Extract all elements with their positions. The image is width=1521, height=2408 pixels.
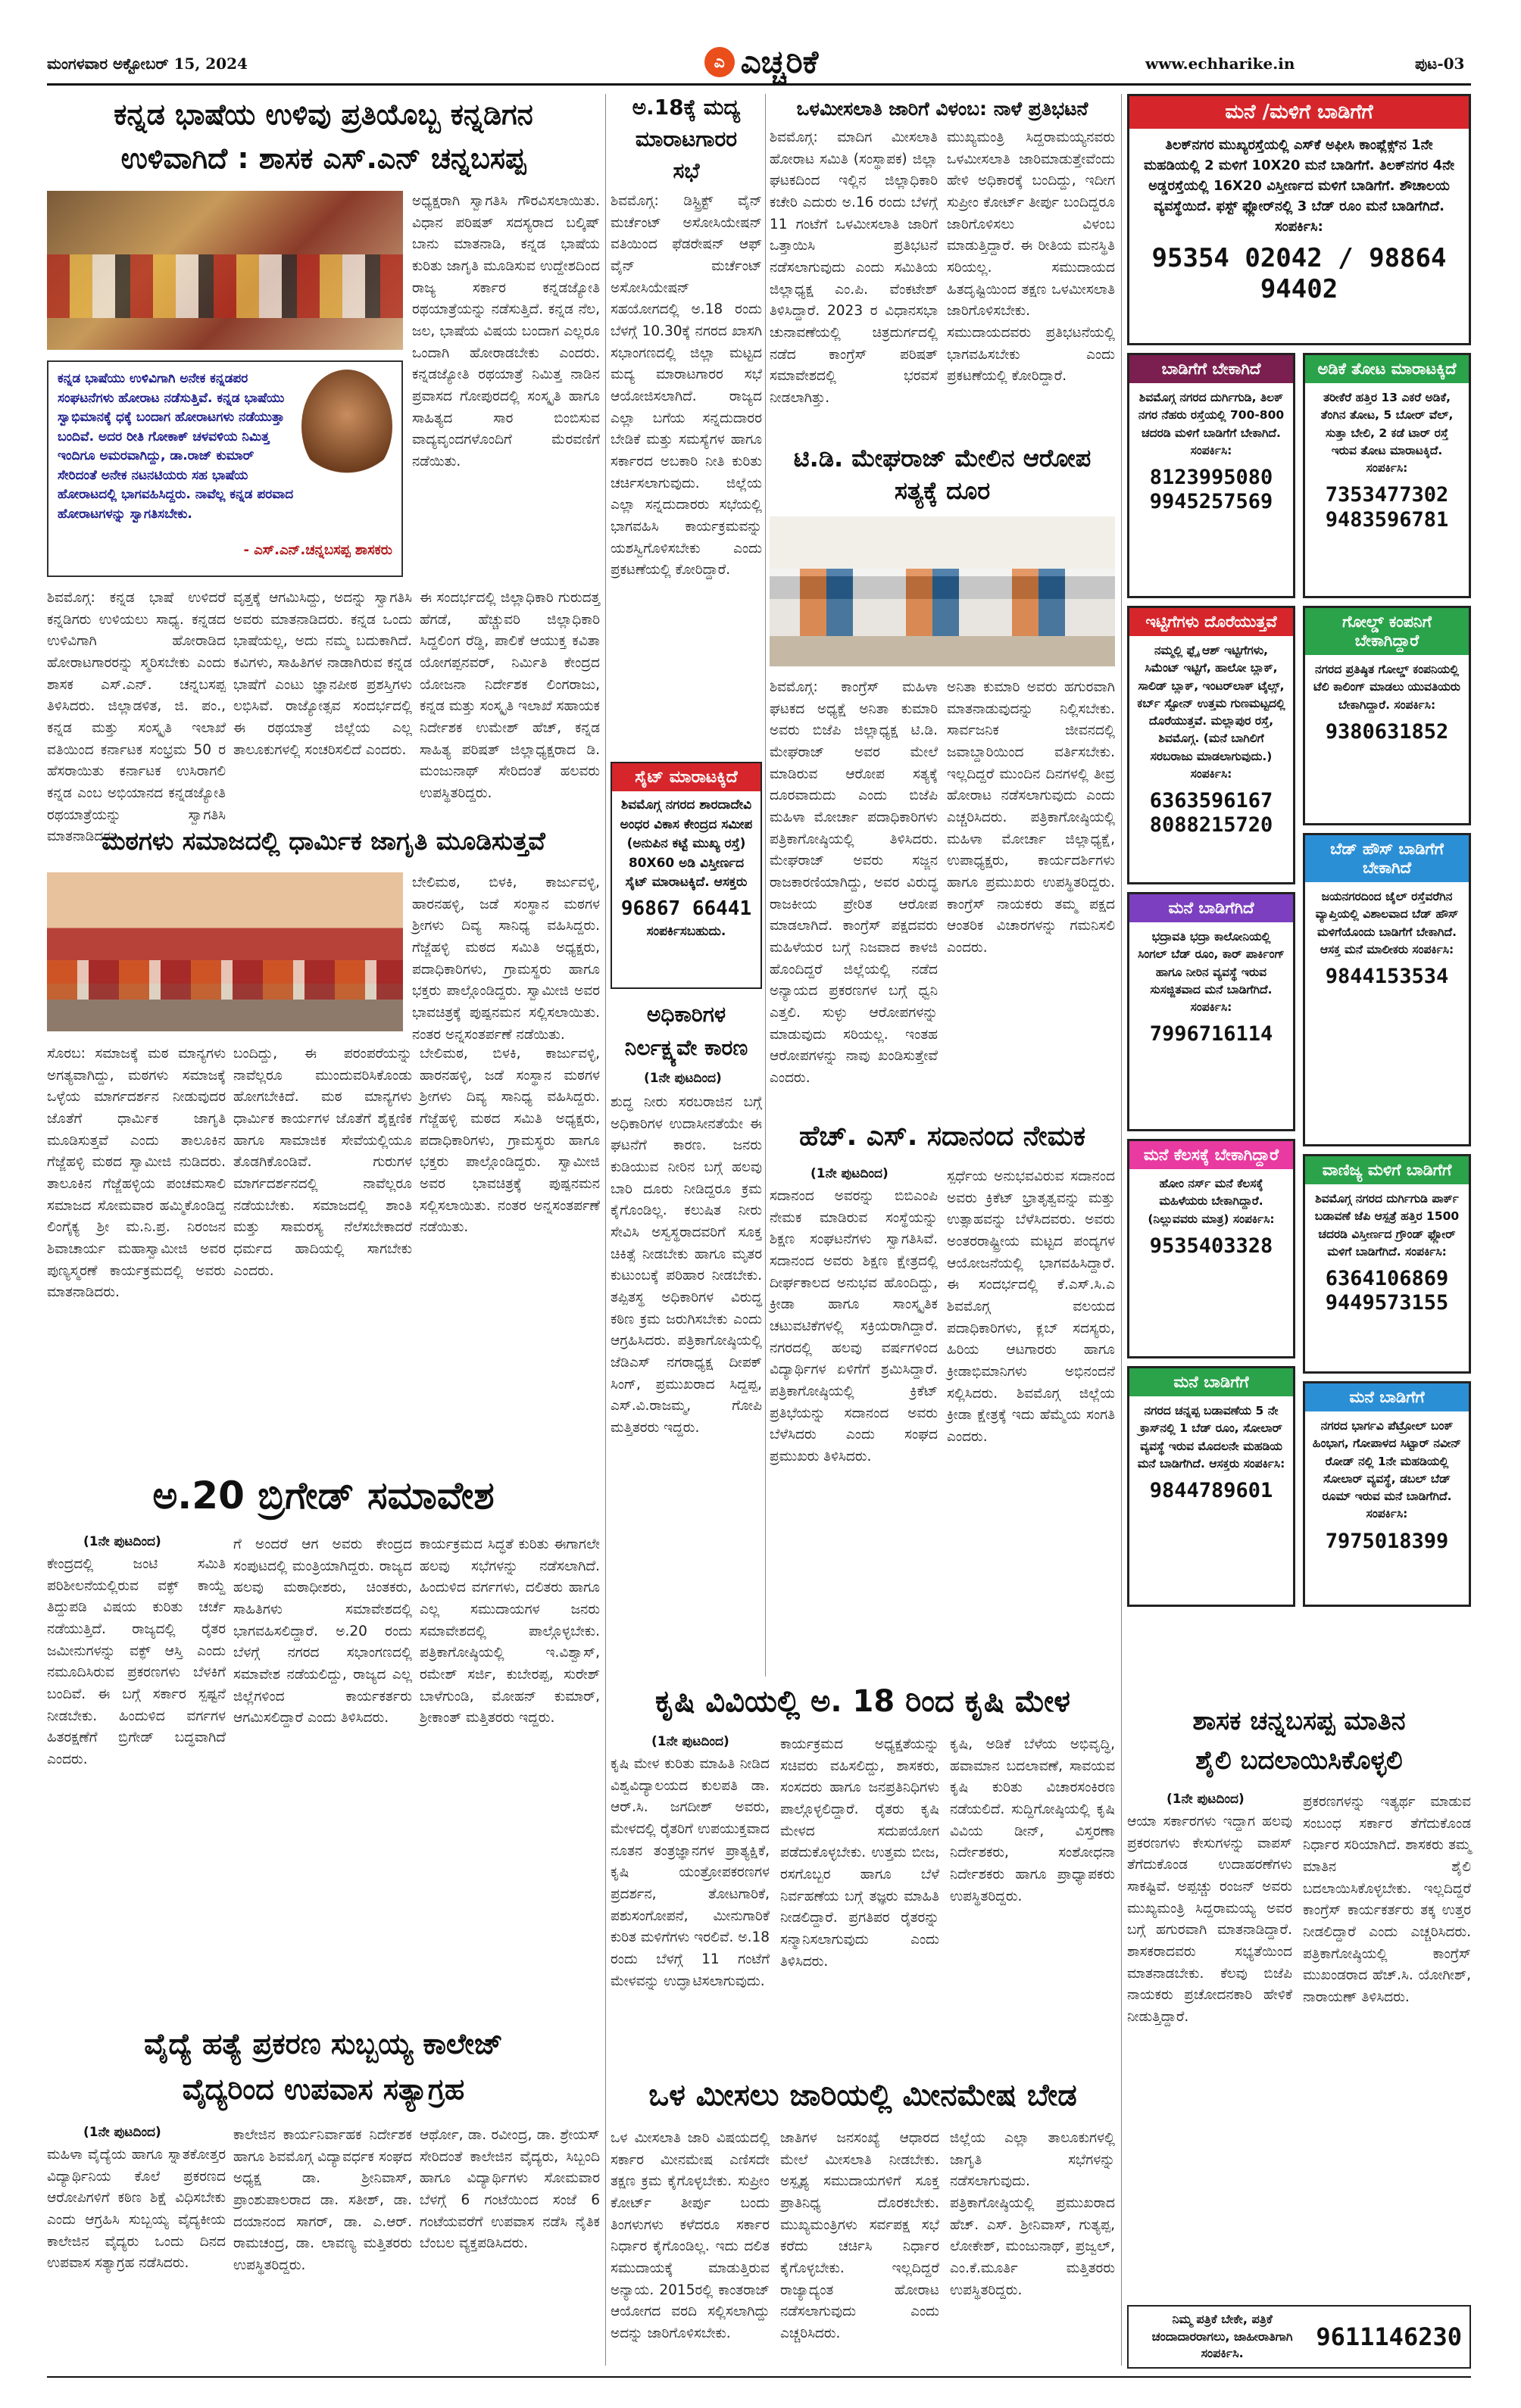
classified-ad-body: ಶಿವಮೊಗ್ಗ ನಗರದ ದುರ್ಗಿಗುಡಿ ಪಾರ್ಕ್ ಬಡಾವಣೆ ಜೆಪಿ ಆಸ್ಪತ್ರೆ ಹತ್ತಿರ 1500 ಚದರಡಿ ವಿಸ್ತೀರ್ಣದ ಗ್ರೌಂಡ್ ಫ್ಲೋರ್ ಮಳಿಗೆ ಬಾಡಿಗೆಗಿದೆ. ಸಂಪರ್ಕಿಸಿ:: [1314, 1192, 1460, 1259]
lead-col-c: ಈ ಸಂದರ್ಭದಲ್ಲಿ ಜಿಲ್ಲಾಧಿಕಾರಿ ಗುರುದತ್ತ ಹೆಗಡೆ, ಹೆಚ್ಚುವರಿ ಜಿಲ್ಲಾಧಿಕಾರಿ ಸಿದ್ದಲಿಂಗ ರೆಡ್ಡಿ, ಪಾಲಿಕೆ ಆಯುಕ್ತ ಕವಿತಾ ಯೋಗಪ್ಪನವರ್, ನಿರ್ಮಿತಿ ಕೇಂದ್ರದ ಯೋಜನಾ ನಿರ್ದೇಶಕ ಲಿಂಗರಾಜು, ಕನ್ನಡ ಮತ್ತು ಸಂಸ್ಕೃತಿ ಇಲಾಖೆ ಸಹಾಯಕ ನಿರ್ದೇಶಕ ಉಮೇಶ್ ಹೆಚ್, ಕನ್ನಡ ಸಾಹಿತ್ಯ ಪರಿಷತ್ ಜಿಲ್ಲಾಧ್ಯಕ್ಷರಾದ ಡಿ. ಮಂಜುನಾಥ್ ಸೇರಿದಂತೆ ಹಲವರು ಉಪಸ್ಥಿತರಿದ್ದರು.: [420, 590, 600, 802]
krishi-dateline: (1ನೇ ಪುಟದಿಂದ): [651, 1734, 729, 1749]
classified-ad-head: ಮನೆ ಬಾಡಿಗೆಗೆ: [1129, 1368, 1293, 1396]
sadananda-dateline: (1ನೇ ಪುಟದಿಂದ): [810, 1166, 889, 1181]
classified-ad-phone[interactable]: 9535403328: [1149, 1234, 1273, 1258]
meeting-headline-3: ಸಭೆ: [673, 158, 700, 183]
classified-ad-head: ಮನೆ /ಮಳಿಗೆ ಬಾಡಿಗೆಗೆ: [1129, 96, 1469, 129]
meghraj-col-a: ಶಿವಮೊಗ್ಗ: ಕಾಂಗ್ರೆಸ್ ಮಹಿಳಾ ಘಟಕದ ಅಧ್ಯಕ್ಷೆ ಅನಿತಾ ಕುಮಾರಿ ಅವರು ಬಿಜೆಪಿ ಜಿಲ್ಲಾಧ್ಯಕ್ಷ ಟಿ.ಡಿ. ಮೇಘರಾಜ್ ಅವರ ಮೇಲೆ ಮಾಡಿರುವ ಆರೋಪ ಸತ್ಯಕ್ಕೆ ದೂರವಾದುದು ಎಂದು ಬಿಜೆಪಿ ಮಹಿಳಾ ಮೋರ್ಚಾ ಪದಾಧಿಕಾರಿಗಳು ಪತ್ರಿಕಾಗೋಷ್ಠಿಯಲ್ಲಿ ತಿಳಿಸಿದರು. ಮೇಘರಾಜ್ ಅವರು ಸಜ್ಜನ ರಾಜಕಾರಣಿಯಾಗಿದ್ದು, ಅವರ ವಿರುದ್ಧ ರಾಜಕೀಯ ಪ್ರೇರಿತ ಆರೋಪ ಮಾಡಲಾಗಿದೆ. ಕಾಂಗ್ರೆಸ್ ಪಕ್ಷದವರು ಮಹಿಳೆಯರ ಬಗ್ಗೆ ನಿಜವಾದ ಕಾಳಜಿ ಹೊಂದಿದ್ದರೆ ಜಿಲ್ಲೆಯಲ್ಲಿ ನಡೆದ ಅನ್ಯಾಯದ ಪ್ರಕರಣಗಳ ಬಗ್ಗೆ ಧ್ವನಿ ಎತ್ತಲಿ. ಸುಳ್ಳು ಆರೋಪಗಳನ್ನು ಮಾಡುವುದು ಸರಿಯಲ್ಲ. ಇಂತಹ ಆರೋಪಗಳನ್ನು ನಾವು ಖಂಡಿಸುತ್ತೇವೆ ಎಂದರು.: [770, 679, 938, 1087]
classified-ad: [1127, 1139, 1295, 1358]
classified-ad-phone[interactable]: 9844789601: [1149, 1479, 1273, 1502]
meeting-body: ಶಿವಮೊಗ್ಗ: ಡಿಸ್ಟ್ರಿಕ್ಟ್ ವೈನ್ ಮರ್ಚೆಂಟ್ ಅಸೋಸಿಯೇಷನ್ ವತಿಯಿಂದ ಫೆಡರೇಷನ್ ಆಫ್ ವೈನ್ ಮರ್ಚೆಂಟ್ ಅಸೋಸಿಯೇಷನ್ ಸಹಯೋಗದಲ್ಲಿ ಅ.18 ರಂದು ಬೆಳಗ್ಗೆ 10.30ಕ್ಕೆ ನಗರದ ಖಾಸಗಿ ಸಭಾಂಗಣದಲ್ಲಿ ಜಿಲ್ಲಾ ಮಟ್ಟದ ಮದ್ಯ ಮಾರಾಟಗಾರರ ಸಭೆ ಆಯೋಜಿಸಲಾಗಿದೆ. ರಾಜ್ಯದ ಎಲ್ಲಾ ಬಗೆಯ ಸನ್ನದುದಾರರ ಬೇಡಿಕೆ ಮತ್ತು ಸಮಸ್ಯೆಗಳ ಹಾಗೂ ಸರ್ಕಾರದ ಅಬಕಾರಿ ನೀತಿ ಕುರಿತು ಚರ್ಚಿಸಲಾಗುವುದು. ಜಿಲ್ಲೆಯ ಎಲ್ಲಾ ಸನ್ನದುದಾರರು ಸಭೆಯಲ್ಲಿ ಭಾಗವಹಿಸಿ ಕಾರ್ಯಕ್ರಮವನ್ನು ಯಶಸ್ವಿಗೊಳಿಸಬೇಕು ಎಂದು ಪ್ರಕಟಣೆಯಲ್ಲಿ ಕೋರಿದ್ದಾರೆ.: [611, 193, 762, 579]
classified-ad: [1127, 606, 1295, 884]
classified-ad-phone[interactable]: 9483596781: [1325, 507, 1449, 532]
mutts-col-c: ಬೇಲಿಮಠ, ಬಿಳಕಿ, ಕಾರ್ಜುವಳ್ಳಿ, ಹಾರನಹಳ್ಳಿ, ಜಡೆ ಸಂಸ್ಥಾನ ಮಠಗಳ ಶ್ರೀಗಳು ದಿವ್ಯ ಸಾನಿಧ್ಯ ವಹಿಸಿದ್ದರು. ಗೆಜ್ಜೆಹಳ್ಳಿ ಮಠದ ಸಮಿತಿ ಅಧ್ಯಕ್ಷರು, ಪದಾಧಿಕಾರಿಗಳು, ಗ್ರಾಮಸ್ಥರು ಹಾಗೂ ಭಕ್ತರು ಪಾಲ್ಗೊಂಡಿದ್ದರು. ಸ್ವಾಮೀಜಿ ಅವರ ಭಾವಚಿತ್ರಕ್ಕೆ ಪುಷ್ಪನಮನ ಸಲ್ಲಿಸಲಾಯಿತು. ನಂತರ ಅನ್ನಸಂತರ್ಪಣೆ ನಡೆಯಿತು.: [412, 875, 600, 1043]
classified-ad-body: ಶಿವಮೊಗ್ಗ ನಗರದ ದುರ್ಗಿಗುಡಿ, ತಿಲಕ್ ನಗರ ನೆಹರು ರಸ್ತೆಯಲ್ಲಿ 700-800 ಚದರಡಿ ಮಳಿಗೆ ಬಾಡಿಗೆಗೆ ಬೇಕಾಗಿದೆ. ಸಂಪರ್ಕಿಸಿ:: [1138, 391, 1285, 457]
logo-icon: ಎ: [704, 47, 735, 77]
classified-ad-head: ಬಾಡಿಗೆಗೆ ಬೇಕಾಗಿದೆ: [1129, 355, 1293, 383]
classified-ad-head: ಮನೆ ಬಾಡಿಗೆಗೆ: [1305, 1383, 1469, 1411]
classified-ad-head: ಮನೆ ಬಾಡಿಗೆಗಿದೆ: [1129, 894, 1293, 922]
classified-ad-phone[interactable]: 9449573155: [1325, 1291, 1449, 1315]
quote-attribution: - ಎಸ್.ಎನ್.ಚನ್ನಬಸಪ್ಪ ಶಾಸಕರು: [243, 542, 392, 558]
classified-ad-body: ನಗರದ ಚನ್ನಪ್ಪ ಬಡಾವಣೆಯ 5 ನೇ ಕ್ರಾಸ್‌ನಲ್ಲಿ 1 ಬೆಡ್ ರೂಂ, ಸೋಲಾರ್ ವ್ಯವಸ್ಥೆ ಇರುವ ಮೊದಲನೇ ಮಹಡಿಯ ಮನೆ ಬಾಡಿಗೆಗಿದೆ. ಆಸಕ್ತರು ಸಂಪರ್ಕಿಸಿ:: [1137, 1404, 1285, 1471]
meghraj-photo: [770, 516, 1115, 666]
classified-ad-phone[interactable]: 7353477302: [1325, 483, 1449, 507]
classified-ad-body: ತರೀಕೆರೆ ಹತ್ತಿರ 13 ಎಕರೆ ಅಡಿಕೆ, ತೆಂಗಿನ ತೋಟ, 5 ಬೋರ್ ವೆಲ್, ಸುತ್ತಾ ಬೇಲಿ, 2 ಕಡೆ ಟಾರ್ ರಸ್ತೆ ಇರುವ ತೋಟ ಮಾರಾಟಕ್ಕಿದೆ. ಸಂಪರ್ಕಿಸಿ:: [1320, 391, 1454, 475]
officials-headline-2: ನಿರ್ಲಕ್ಷ್ಯವೇ ಕಾರಣ: [624, 1035, 748, 1060]
subscribe-box: [1127, 2305, 1471, 2369]
brigade-dateline: (1ನೇ ಪುಟದಿಂದ): [83, 1534, 161, 1549]
mla-headline-1: ಶಾಸಕ ಚನ್ನಬಸಪ್ಪ ಮಾತಿನ: [1192, 1706, 1406, 1736]
delay-col-b: ಮುಖ್ಯಮಂತ್ರಿ ಸಿದ್ದರಾಮಯ್ಯನವರು ಒಳಮೀಸಲಾತಿ ಜಾರಿಮಾಡುತ್ತೇವೆಂದು ಹೇಳಿ ಅಧಿಕಾರಕ್ಕೆ ಬಂದಿದ್ದು, ಇದೀಗ ಸುಪ್ರೀಂ ಕೋರ್ಟ್ ತೀರ್ಪು ಬಂದಿದ್ದರೂ ಜಾರಿಗೊಳಿಸಲು ವಿಳಂಬ ಮಾಡುತ್ತಿದ್ದಾರೆ. ಈ ರೀತಿಯ ಮನಸ್ಥಿತಿ ಸರಿಯಲ್ಲ. ಸಮುದಾಯದ ಹಿತದೃಷ್ಟಿಯಿಂದ ತಕ್ಷಣ ಒಳಮೀಸಲಾತಿ ಜಾರಿಗೊಳಿಸಬೇಕು. ಸಮುದಾಯದವರು ಪ್ರತಿಭಟನೆಯಲ್ಲಿ ಭಾಗವಹಿಸಬೇಕು ಎಂದು ಪ್ರಕಟಣೆಯಲ್ಲಿ ಕೋರಿದ್ದಾರೆ.: [947, 129, 1115, 385]
classified-ad-phone[interactable]: 7996716114: [1149, 1022, 1273, 1046]
classifieds-column: [1127, 94, 1471, 1684]
classified-ad: [1303, 353, 1471, 598]
masthead-rule: [47, 83, 1471, 86]
site-sale-footer: ಸಂಪರ್ಕಿಸಬಹುದು.: [646, 923, 726, 939]
quota-headline: ಒಳ ಮೀಸಲು ಜಾರಿಯಲ್ಲಿ ಮೀನಮೇಷ ಬೇಡ: [648, 2078, 1077, 2113]
brigade-col-b: ಗೆ ಅಂದರೆ ಆಗ ಅವರು ಕೇಂದ್ರದ ಸಂಪುಟದಲ್ಲಿ ಮಂತ್ರಿಯಾಗಿದ್ದರು. ರಾಜ್ಯದ ಹಲವು ಮಠಾಧೀಶರು, ಚಿಂತಕರು, ಸಾಹಿತಿಗಳು ಸಮಾವೇಶದಲ್ಲಿ ಭಾಗವಹಿಸಲಿದ್ದಾರೆ. ಅ.20 ರಂದು ಬೆಳಗ್ಗೆ ನಗರದ ಸಭಾಂಗಣದಲ್ಲಿ ಸಮಾವೇಶ ನಡೆಯಲಿದ್ದು, ರಾಜ್ಯದ ಎಲ್ಲ ಜಿಲ್ಲೆಗಳಿಂದ ಕಾರ್ಯಕರ್ತರು ಆಗಮಿಸಲಿದ್ದಾರೆ ಎಂದು ತಿಳಿಸಿದರು.: [233, 1536, 412, 1726]
column-rule: [605, 94, 606, 2366]
lead-headline-2: ಉಳಿವಾಗಿದೆ : ಶಾಸಕ ಎಸ್.ಎನ್ ಚನ್ನಬಸಪ್ಪ: [120, 142, 526, 175]
classified-ad-phone[interactable]: 9380631852: [1325, 719, 1449, 744]
site-sale-head: ಸೈಟ್ ಮಾರಾಟಕ್ಕಿದೆ: [612, 763, 760, 791]
mla-dateline: (1ನೇ ಪುಟದಿಂದ): [1167, 1792, 1245, 1807]
fast-headline-2: ವೈದ್ಯರಿಂದ ಉಪವಾಸ ಸತ್ಯಾಗ್ರಹ: [182, 2073, 465, 2106]
classified-ad-phone[interactable]: 8088215720: [1149, 813, 1273, 837]
classified-ad-phone[interactable]: 9844153534: [1325, 965, 1449, 988]
quota-col-b: ಜಾತಿಗಳ ಜನಸಂಖ್ಯೆ ಆಧಾರದ ಮೇಲೆ ಮೀಸಲಾತಿ ನೀಡಬೇಕು. ಅಸ್ಪೃಶ್ಯ ಸಮುದಾಯಗಳಿಗೆ ಸೂಕ್ತ ಪ್ರಾತಿನಿಧ್ಯ ದೊರಕಬೇಕು. ಮುಖ್ಯಮಂತ್ರಿಗಳು ಸರ್ವಪಕ್ಷ ಸಭೆ ಕರೆದು ಚರ್ಚಿಸಿ ನಿರ್ಧಾರ ಕೈಗೊಳ್ಳಬೇಕು. ಇಲ್ಲದಿದ್ದರೆ ರಾಜ್ಯಾದ್ಯಂತ ಹೋರಾಟ ನಡೆಸಲಾಗುವುದು ಎಂದು ಎಚ್ಚರಿಸಿದರು.: [780, 2130, 939, 2342]
site-sale-phone[interactable]: 96867 66441: [620, 897, 752, 920]
lead-photo: [47, 191, 403, 350]
edition-date: ಮಂಗಳವಾರ ಅಕ್ಟೋಬರ್ 15, 2024: [47, 55, 248, 73]
brigade-headline: ಅ.20 ಬ್ರಿಗೇಡ್ ಸಮಾವೇಶ: [152, 1474, 495, 1517]
column-rule: [765, 94, 766, 1677]
classified-ad-head: ಮನೆ ಕೆಲಸಕ್ಕೆ ಬೇಕಾಗಿದ್ದಾರೆ: [1129, 1141, 1293, 1169]
site-sale-ad: [611, 762, 762, 989]
fast-col-b: ಕಾಲೇಜಿನ ಕಾರ್ಯನಿರ್ವಾಹಕ ನಿರ್ದೇಶಕ ಹಾಗೂ ಶಿವಮೊಗ್ಗ ವಿದ್ಯಾವರ್ಧಕ ಸಂಘದ ಅಧ್ಯಕ್ಷ ಡಾ. ಶ್ರೀನಿವಾಸ್, ಪ್ರಾಂಶುಪಾಲರಾದ ಡಾ. ಸತೀಶ್, ಡಾ. ದಯಾನಂದ ಸಾಗರ್, ಡಾ. ಎ.ಆರ್. ರಾಮಚಂದ್ರ, ಡಾ. ಲಾವಣ್ಯ ಮತ್ತಿತರರು ಉಪಸ್ಥಿತರಿದ್ದರು.: [233, 2127, 412, 2274]
classified-ad-phone[interactable]: 6363596167: [1149, 789, 1273, 813]
classified-ad: [1127, 1366, 1295, 1607]
classified-ad-phone[interactable]: 7975018399: [1325, 1529, 1449, 1553]
subscribe-text: ನಿಮ್ಮ ಪತ್ರಿಕೆ ಬೇಕೇ, ಪತ್ರಿಕೆ ಚಂದಾದಾರರಾಗಲು, ಜಾಹೀರಾತಿಗಾಗಿ ಸಂಪರ್ಕಿಸಿ.: [1151, 2312, 1293, 2361]
classified-ad-body: ತಿಲಕ್‌ನಗರ ಮುಖ್ಯರಸ್ತೆಯಲ್ಲಿ ಎಸ್‌ಕೆ ಅಫೀಸಿ ಕಾಂಪ್ಲೆಕ್ಸ್‌ನ 1ನೇ ಮಹಡಿಯಲ್ಲಿ 2 ಮಳಿಗೆ 10X20 ಮನೆ ಬಾಡಿಗೆಗೆ. ತಿಲಕ್‌ನಗರ 4ನೇ ಅಡ್ಡರಸ್ತೆಯಲ್ಲಿ 16X20 ವಿಸ್ತೀರ್ಣದ ಮಳಿಗೆ ಬಾಡಿಗೆಗೆ. ಶೌಚಾಲಯ ವ್ಯವಸ್ಥೆಯಿದೆ. ಫಸ್ಟ್ ಫ್ಲೋರ್‌ನಲ್ಲಿ 3 ಬೆಡ್ ರೂಂ ಮನೆ ಬಾಡಿಗೆಗಿದೆ. ಸಂಪರ್ಕಿಸಿ:: [1144, 137, 1454, 235]
classified-ad-phone[interactable]: 95354 02042 / 98864 94402: [1151, 243, 1447, 304]
classified-ad-phone[interactable]: 9945257569: [1149, 490, 1273, 514]
classified-ad: [1127, 94, 1471, 345]
meghraj-headline: ಟಿ.ಡಿ. ಮೇಘರಾಜ್ ಮೇಲಿನ ಆರೋಪ ಸತ್ಯಕ್ಕೆ ದೂರ: [793, 444, 1092, 506]
krishi-col-c: ಕೃಷಿ, ಅಡಿಕೆ ಬೆಳೆಯ ಅಭಿವೃದ್ಧಿ, ಹವಾಮಾನ ಬದಲಾವಣೆ, ಸಾವಯವ ಕೃಷಿ ಕುರಿತು ವಿಚಾರಸಂಕಿರಣ ನಡೆಯಲಿದೆ. ಸುದ್ದಿಗೋಷ್ಠಿಯಲ್ಲಿ ಕೃಷಿ ವಿವಿಯ ಡೀನ್, ವಿಸ್ತರಣಾ ನಿರ್ದೇಶಕರು, ಸಂಶೋಧನಾ ನಿರ್ದೇಶಕರು ಹಾಗೂ ಪ್ರಾಧ್ಯಾಪಕರು ಉಪಸ್ಥಿತರಿದ್ದರು.: [950, 1736, 1115, 1904]
website-url[interactable]: www.echharike.in: [1145, 55, 1295, 73]
masthead-logo: [682, 42, 841, 82]
page-number: ಪುಟ-03: [1415, 55, 1465, 73]
officials-headline-1: ಅಧಿಕಾರಿಗಳ: [646, 1002, 726, 1027]
classified-ad: [1303, 606, 1471, 825]
quota-col-a: ಒಳ ಮೀಸಲಾತಿ ಜಾರಿ ವಿಷಯದಲ್ಲಿ ಸರ್ಕಾರ ಮೀನಮೇಷ ಎಣಿಸದೇ ತಕ್ಷಣ ಕ್ರಮ ಕೈಗೊಳ್ಳಬೇಕು. ಸುಪ್ರೀಂ ಕೋರ್ಟ್ ತೀರ್ಪು ಬಂದು ತಿಂಗಳುಗಳು ಕಳೆದರೂ ಸರ್ಕಾರ ನಿರ್ಧಾರ ಕೈಗೊಂಡಿಲ್ಲ. ಇದು ದಲಿತ ಸಮುದಾಯಕ್ಕೆ ಮಾಡುತ್ತಿರುವ ಅನ್ಯಾಯ. 2015ರಲ್ಲಿ ಕಾಂತರಾಜ್ ಆಯೋಗದ ವರದಿ ಸಲ್ಲಿಸಲಾಗಿದ್ದು ಅದನ್ನು ಜಾರಿಗೊಳಿಸಬೇಕು.: [611, 2130, 770, 2342]
lead-col-right: ಅಧ್ಯಕ್ಷರಾಗಿ ಸ್ವಾಗತಿಸಿ ಗೌರವಿಸಲಾಯಿತು. ವಿಧಾನ ಪರಿಷತ್ ಸದಸ್ಯರಾದ ಬಲ್ಕಿಷ್ ಬಾನು ಮಾತನಾಡಿ, ಕನ್ನಡ ಭಾಷೆಯ ಕುರಿತು ಜಾಗೃತಿ ಮೂಡಿಸುವ ಉದ್ದೇಶದಿಂದ ರಾಜ್ಯ ಸರ್ಕಾರ ಕನ್ನಡಜ್ಯೋತಿ ರಥಯಾತ್ರೆಯನ್ನು ನಡೆಸುತ್ತಿದೆ. ಕನ್ನಡ ನೆಲ, ಜಲ, ಭಾಷೆಯ ವಿಷಯ ಬಂದಾಗ ಎಲ್ಲರೂ ಒಂದಾಗಿ ಹೋರಾಡಬೇಕು ಎಂದರು. ಕನ್ನಡಜ್ಯೋತಿ ರಥಯಾತ್ರೆ ನಿಮಿತ್ತ ನಾಡಿನ ಪ್ರವಾಸದ ಗೋಪುರದಲ್ಲಿ ಸಂಸ್ಕೃತಿ ಹಾಗೂ ಸಾಹಿತ್ಯದ ಸಾರ ಬಿಂಬಿಸುವ ವಾದ್ಯವೃಂದಗಳೊಂದಿಗೆ ಮೆರವಣಿಗೆ ನಡೆಯಿತು.: [412, 193, 600, 470]
mla-col-b: ಪ್ರಕರಣಗಳನ್ನು ಇತ್ಯರ್ಥ ಮಾಡುವ ಸಂಬಂಧ ಸರ್ಕಾರ ತೆಗೆದುಕೊಂಡ ನಿರ್ಧಾರ ಸರಿಯಾಗಿದೆ. ಶಾಸಕರು ತಮ್ಮ ಮಾತಿನ ಶೈಲಿ ಬದಲಾಯಿಸಿಕೊಳ್ಳಬೇಕು. ಇಲ್ಲದಿದ್ದರೆ ಕಾಂಗ್ರೆಸ್ ಕಾರ್ಯಕರ್ತರು ತಕ್ಕ ಉತ್ತರ ನೀಡಲಿದ್ದಾರೆ ಎಂದು ಎಚ್ಚರಿಸಿದರು. ಪತ್ರಿಕಾಗೋಷ್ಠಿಯಲ್ಲಿ ಕಾಂಗ್ರೆಸ್ ಮುಖಂಡರಾದ ಹೆಚ್.ಸಿ. ಯೋಗೀಶ್, ನಾರಾಯಣ್ ತಿಳಿಸಿದರು.: [1303, 1794, 1471, 2006]
krishi-col-b: ಕಾರ್ಯಕ್ರಮದ ಅಧ್ಯಕ್ಷತೆಯನ್ನು ಸಚಿವರು ವಹಿಸಲಿದ್ದು, ಶಾಸಕರು, ಸಂಸದರು ಹಾಗೂ ಜನಪ್ರತಿನಿಧಿಗಳು ಪಾಲ್ಗೊಳ್ಳಲಿದ್ದಾರೆ. ರೈತರು ಕೃಷಿ ಮೇಳದ ಸದುಪಯೋಗ ಪಡೆದುಕೊಳ್ಳಬೇಕು. ಉತ್ತಮ ಬೀಜ, ರಸಗೊಬ್ಬರ ಹಾಗೂ ಬೆಳೆ ನಿರ್ವಹಣೆಯ ಬಗ್ಗೆ ತಜ್ಞರು ಮಾಹಿತಿ ನೀಡಲಿದ್ದಾರೆ. ಪ್ರಗತಿಪರ ರೈತರನ್ನು ಸನ್ಮಾನಿಸಲಾಗುವುದು ಎಂದು ತಿಳಿಸಿದರು.: [780, 1736, 939, 1970]
classified-ad-head: ವಾಣಿಜ್ಯ ಮಳಿಗೆ ಬಾಡಿಗೆಗೆ: [1305, 1156, 1469, 1184]
lead-headline-1: ಕನ್ನಡ ಭಾಷೆಯ ಉಳಿವು ಪ್ರತಿಯೊಬ್ಬ ಕನ್ನಡಿಗನ: [114, 98, 533, 131]
mutts-photo: [47, 872, 403, 1031]
sadananda-col-a: ಸದಾನಂದ ಅವರನ್ನು ಬಿಬಿಎಂಪಿ ನೇಮಕ ಮಾಡಿರುವ ಸಂಸ್ಥೆಯನ್ನು ಶಿಕ್ಷಣ ಸಂಘಟನೆಗಳು ಸ್ವಾಗತಿಸಿವೆ. ಸದಾನಂದ ಅವರು ಶಿಕ್ಷಣ ಕ್ಷೇತ್ರದಲ್ಲಿ ದೀರ್ಘಕಾಲದ ಅನುಭವ ಹೊಂದಿದ್ದು, ಕ್ರೀಡಾ ಹಾಗೂ ಸಾಂಸ್ಕೃತಿಕ ಚಟುವಟಿಕೆಗಳಲ್ಲಿ ಸಕ್ರಿಯರಾಗಿದ್ದಾರೆ. ನಗರದಲ್ಲಿ ಹಲವು ವರ್ಷಗಳಿಂದ ವಿದ್ಯಾರ್ಥಿಗಳ ಏಳಿಗೆಗೆ ಶ್ರಮಿಸಿದ್ದಾರೆ. ಪತ್ರಿಕಾಗೋಷ್ಠಿಯಲ್ಲಿ ಕ್ರಿಕೆಟ್ ಪ್ರತಿಭೆಯನ್ನು ಸದಾನಂದ ಅವರು ಬೆಳೆಸಿದರು ಎಂದು ಸಂಘದ ಪ್ರಮುಖರು ತಿಳಿಸಿದರು.: [770, 1188, 938, 1465]
classified-ad-body: ನಮ್ಮಲ್ಲಿ ಫ್ಲೈ ಆಶ್ ಇಟ್ಟಿಗೆಗಳು, ಸಿಮೆಂಟ್ ಇಟ್ಟಿಗೆ, ಹಾಲೋ ಬ್ಲಾಕ್, ಸಾಲಿಡ್ ಬ್ಲಾಕ್, ಇಂಟರ್‌ಲಾಕ್ ಟೈಲ್ಸ್, ಕರ್ಬ್ ಸ್ಟೋನ್ ಉತ್ತಮ ಗುಣಮಟ್ಟದಲ್ಲಿ ದೊರೆಯುತ್ತವೆ. ಮಲ್ಲಾಪುರ ರಸ್ತೆ, ಶಿವಮೊಗ್ಗ. (ಮನೆ ಬಾಗಿಲಿಗೆ ಸರಬರಾಜು ಮಾಡಲಾಗುವುದು.) ಸಂಪರ್ಕಿಸಿ:: [1137, 644, 1285, 781]
mutts-col-a: ಸೊರಬ: ಸಮಾಜಕ್ಕೆ ಮಠ ಮಾನ್ಯಗಳು ಅಗತ್ಯವಾಗಿದ್ದು, ಮಠಗಳು ಸಮಾಜಕ್ಕೆ ಒಳ್ಳೆಯ ಮಾರ್ಗದರ್ಶನ ನೀಡುವುದರ ಜೊತೆಗೆ ಧಾರ್ಮಿಕ ಜಾಗೃತಿ ಮೂಡಿಸುತ್ತವೆ ಎಂದು ತಾಲೂಕಿನ ಗೆಜ್ಜೆಹಳ್ಳಿ ಮಠದ ಸ್ವಾಮೀಜಿ ನುಡಿದರು. ತಾಲೂಕಿನ ಗೆಜ್ಜೆಹಳ್ಳಿಯ ಪಂಚಮಸಾಲಿ ಸಮಾಜದ ಸೋಮವಾರ ಹಮ್ಮಿಕೊಂಡಿದ್ದ ಲಿಂಗೈಕ್ಯ ಶ್ರೀ ಮ.ನಿ.ಪ್ರ. ನಿರಂಜನ ಶಿವಾಚಾರ್ಯ ಮಹಾಸ್ವಾಮೀಜಿ ಅವರ ಪುಣ್ಯಸ್ಮರಣೆ ಕಾರ್ಯಕ್ರಮದಲ್ಲಿ ಅವರು ಮಾತನಾಡಿದರು.: [47, 1046, 226, 1301]
mutts-headline: ಮಠಗಳು ಸಮಾಜದಲ್ಲಿ ಧಾರ್ಮಿಕ ಜಾಗೃತಿ ಮೂಡಿಸುತ್ತವೆ: [102, 826, 545, 856]
classified-ad-body: ಹೋಂ ನರ್ಸ್ ಮನೆ ಕೆಲಸಕ್ಕೆ ಮಹಿಳೆಯರು ಬೇಕಾಗಿದ್ದಾರೆ. (ನಿಲ್ಲುವವರು ಮಾತ್ರ) ಸಂಪರ್ಕಿಸಿ:: [1148, 1177, 1275, 1226]
mutts-col-b: ಬಂದಿದ್ದು, ಈ ಪರಂಪರೆಯನ್ನು ನಾವೆಲ್ಲರೂ ಮುಂದುವರಿಸಿಕೊಂಡು ಹೋಗಬೇಕಿದೆ. ಮಠ ಮಾನ್ಯಗಳು ಧಾರ್ಮಿಕ ಕಾರ್ಯಗಳ ಜೊತೆಗೆ ಶೈಕ್ಷಣಿಕ ಹಾಗೂ ಸಾಮಾಜಿಕ ಸೇವೆಯಲ್ಲಿಯೂ ತೊಡಗಿಕೊಂಡಿವೆ. ಗುರುಗಳ ಮಾರ್ಗದರ್ಶನದಲ್ಲಿ ನಾವೆಲ್ಲರೂ ನಡೆಯಬೇಕು. ಸಮಾಜದಲ್ಲಿ ಶಾಂತಿ ಮತ್ತು ಸಾಮರಸ್ಯ ನೆಲೆಸಬೇಕಾದರೆ ಧರ್ಮದ ಹಾದಿಯಲ್ಲಿ ಸಾಗಬೇಕು ಎಂದರು.: [233, 1046, 412, 1279]
classified-ad-body: ಭದ್ರಾವತಿ ಭದ್ರಾ ಕಾಲೋನಿಯಲ್ಲಿ ಸಿಂಗಲ್ ಬೆಡ್ ರೂಂ, ಕಾರ್ ಪಾರ್ಕಿಂಗ್ ಹಾಗೂ ನೀರಿನ ವ್ಯವಸ್ಥೆ ಇರುವ ಸುಸಜ್ಜಿತವಾದ ಮನೆ ಬಾಡಿಗೆಗಿದೆ. ಸಂಪರ್ಕಿಸಿ:: [1138, 930, 1285, 1014]
mla-portrait: [301, 370, 392, 483]
fast-col-c: ಆರ್ಥೋ, ಡಾ. ರವೀಂದ್ರ, ಡಾ. ಶ್ರೇಯಸ್ ಸೇರಿದಂತೆ ಕಾಲೇಜಿನ ವೈದ್ಯರು, ಸಿಬ್ಬಂದಿ ಹಾಗೂ ವಿದ್ಯಾರ್ಥಿಗಳು ಸೋಮವಾರ ಬೆಳಗ್ಗೆ 6 ಗಂಟೆಯಿಂದ ಸಂಜೆ 6 ಗಂಟೆಯವರೆಗೆ ಉಪವಾಸ ನಡೆಸಿ ನೈತಿಕ ಬೆಂಬಲ ವ್ಯಕ್ತಪಡಿಸಿದರು.: [420, 2127, 600, 2252]
sadananda-headline: ಹೆಚ್. ಎಸ್. ಸದಾನಂದ ನೇಮಕ: [798, 1121, 1086, 1152]
bottom-rule: [47, 2376, 1471, 2378]
mutts-col-d: ಬೇಲಿಮಠ, ಬಿಳಕಿ, ಕಾರ್ಜುವಳ್ಳಿ, ಹಾರನಹಳ್ಳಿ, ಜಡೆ ಸಂಸ್ಥಾನ ಮಠಗಳ ಶ್ರೀಗಳು ದಿವ್ಯ ಸಾನಿಧ್ಯ ವಹಿಸಿದ್ದರು. ಗೆಜ್ಜೆಹಳ್ಳಿ ಮಠದ ಸಮಿತಿ ಅಧ್ಯಕ್ಷರು, ಪದಾಧಿಕಾರಿಗಳು, ಗ್ರಾಮಸ್ಥರು ಹಾಗೂ ಭಕ್ತರು ಪಾಲ್ಗೊಂಡಿದ್ದರು. ಸ್ವಾಮೀಜಿ ಅವರ ಭಾವಚಿತ್ರಕ್ಕೆ ಪುಷ್ಪನಮನ ಸಲ್ಲಿಸಲಾಯಿತು. ನಂತರ ಅನ್ನಸಂತರ್ಪಣೆ ನಡೆಯಿತು.: [420, 1046, 600, 1236]
officials-dateline: (1ನೇ ಪುಟದಿಂದ): [644, 1071, 722, 1086]
classified-ad-body: ನಗರದ ಭಾರ್ಗವಿ ಪೆಟ್ರೋಲ್ ಬಂಕ್ ಹಿಂಭಾಗ, ಗೋಪಾಳದ ಸಿಟ್ಟಾರ್ ನವೀನ್ ರೋಡ್ ನಲ್ಲಿ 1ನೇ ಮಹಡಿಯಲ್ಲಿ ಸೋಲಾರ್ ವ್ಯವಸ್ಥೆ, ಡಬಲ್ ಬೆಡ್ ರೂಮ್ ಇರುವ ಮನೆ ಬಾಡಿಗೆಗಿದೆ. ಸಂಪರ್ಕಿಸಿ:: [1312, 1419, 1462, 1521]
mla-headline-2: ಶೈಲಿ ಬದಲಾಯಿಸಿಕೊಳ್ಳಲಿ: [1195, 1745, 1403, 1776]
fast-headline-1: ವೈದ್ಯೆ ಹತ್ಯೆ ಪ್ರಕರಣ ಸುಬ್ಬಯ್ಯ ಕಾಲೇಜ್: [144, 2027, 503, 2060]
classified-ad-head: ಗೋಲ್ಡ್ ಕಂಪನಿಗೆ ಬೇಕಾಗಿದ್ದಾರೆ: [1305, 608, 1469, 655]
delay-headline: ಒಳಮೀಸಲಾತಿ ಜಾರಿಗೆ ವಿಳಂಬ: ನಾಳೆ ಪ್ರತಿಭಟನೆ: [796, 98, 1088, 120]
classified-ad-head: ಇಟ್ಟಿಗೆಗಳು ದೊರೆಯುತ್ತವೆ: [1129, 608, 1293, 636]
classified-ad-body: ಜಯನಗರದಿಂದ ಜೈಲ್ ರಸ್ತೆವರೆಗಿನ ವ್ಯಾಪ್ತಿಯಲ್ಲಿ ವಿಶಾಲವಾದ ಬೆಡ್ ಹೌಸ್ ಮಳಿಗೆಯೊಂದು ಬಾಡಿಗೆಗೆ ಬೇಕಾಗಿದೆ. ಆಸಕ್ತ ಮನೆ ಮಾಲೀಕರು ಸಂಪರ್ಕಿಸಿ:: [1315, 890, 1459, 956]
quote-text: ಕನ್ನಡ ಭಾಷೆಯು ಉಳಿವಿಗಾಗಿ ಅನೇಕ ಕನ್ನಡಪರ ಸಂಘಟನೆಗಳು ಹೋರಾಟ ನಡೆಸುತ್ತಿವೆ. ಕನ್ನಡ ಭಾಷೆಯು ಸ್ವಾಭಿಮಾನಕ್ಕೆ ಧಕ್ಕೆ ಬಂದಾಗ ಹೋರಾಟಗಳು ನಡೆಯುತ್ತಾ ಬಂದಿವೆ. ಅದರ ರೀತಿ ಗೋಕಾಕ್ ಚಳವಳಿಯ ನಿಮಿತ್ತ ಇಂದಿಗೂ ಅಮರವಾಗಿದ್ದು, ಡಾ.ರಾಜ್ ಕುಮಾರ್ ಸೇರಿದಂತೆ ಅನೇಕ ನಟನಟಿಯರು ಸಹ ಭಾಷೆಯ ಹೋರಾಟದಲ್ಲಿ ಭಾಗವಹಿಸಿದ್ದರು. ನಾವೆಲ್ಲ ಕನ್ನಡ ಪರವಾದ ಹೋರಾಟಗಳನ್ನು ಸ್ವಾಗತಿಸಬೇಕು.: [58, 371, 294, 522]
sadananda-col-b: ಸ್ಪರ್ಧೆಯ ಅನುಭವವಿರುವ ಸದಾನಂದ ಅವರು ಕ್ರಿಕೆಟ್ ಭ್ರಾತೃತ್ವವನ್ನು ಮತ್ತು ಉತ್ಸಾಹವನ್ನು ಬೆಳೆಸಿದವರು. ಅವರು ಅಂತರರಾಷ್ಟ್ರೀಯ ಮಟ್ಟದ ಪಂದ್ಯಗಳ ಆಯೋಜನೆಯಲ್ಲಿ ಭಾಗವಹಿಸಿದ್ದಾರೆ. ಈ ಸಂದರ್ಭದಲ್ಲಿ ಕೆ.ಎಸ್.ಸಿ.ಎ ಶಿವಮೊಗ್ಗ ವಲಯದ ಪದಾಧಿಕಾರಿಗಳು, ಕ್ಲಬ್ ಸದಸ್ಯರು, ಹಿರಿಯ ಆಟಗಾರರು ಹಾಗೂ ಕ್ರೀಡಾಭಿಮಾನಿಗಳು ಅಭಿನಂದನೆ ಸಲ್ಲಿಸಿದರು. ಶಿವಮೊಗ್ಗ ಜಿಲ್ಲೆಯ ಕ್ರೀಡಾ ಕ್ಷೇತ್ರಕ್ಕೆ ಇದು ಹೆಮ್ಮೆಯ ಸಂಗತಿ ಎಂದರು.: [947, 1168, 1115, 1446]
brigade-col-a: ಕೇಂದ್ರದಲ್ಲಿ ಜಂಟಿ ಸಮಿತಿ ಪರಿಶೀಲನೆಯಲ್ಲಿರುವ ವಕ್ಫ್ ಕಾಯ್ದೆ ತಿದ್ದುಪಡಿ ವಿಷಯ ಕುರಿತು ಚರ್ಚೆ ನಡೆಯುತ್ತಿದೆ. ರಾಜ್ಯದಲ್ಲಿ ರೈತರ ಜಮೀನುಗಳನ್ನು ವಕ್ಫ್ ಆಸ್ತಿ ಎಂದು ನಮೂದಿಸಿರುವ ಪ್ರಕರಣಗಳು ಬೆಳಕಿಗೆ ಬಂದಿವೆ. ಈ ಬಗ್ಗೆ ಸರ್ಕಾರ ಸ್ಪಷ್ಟನೆ ನೀಡಬೇಕು. ಹಿಂದುಳಿದ ವರ್ಗಗಳ ಹಿತರಕ್ಷಣೆಗೆ ಬ್ರಿಗೇಡ್ ಬದ್ಧವಾಗಿದೆ ಎಂದರು.: [47, 1556, 226, 1768]
classified-ad-head: ಬೆಡ್ ಹೌಸ್ ಬಾಡಿಗೆಗೆ ಬೇಕಾಗಿದೆ: [1305, 835, 1469, 882]
classified-ad: [1303, 1154, 1471, 1374]
classified-ad-body: ನಗರದ ಪ್ರತಿಷ್ಠಿತ ಗೋಲ್ಡ್ ಕಂಪನಿಯಲ್ಲಿ ಟೆಲಿ ಕಾಲಿಂಗ್ ಮಾಡಲು ಯುವತಿಯರು ಬೇಕಾಗಿದ್ದಾರೆ. ಸಂಪರ್ಕಿಸಿ:: [1313, 663, 1460, 712]
delay-col-a: ಶಿವಮೊಗ್ಗ: ಮಾದಿಗ ಮೀಸಲಾತಿ ಹೋರಾಟ ಸಮಿತಿ (ಸಂಸ್ಥಾಪಕ) ಜಿಲ್ಲಾ ಘಟಕದಿಂದ ಇಲ್ಲಿನ ಜಿಲ್ಲಾಧಿಕಾರಿ ಕಚೇರಿ ಎದುರು ಅ.16 ರಂದು ಬೆಳಗ್ಗೆ 11 ಗಂಟೆಗೆ ಒಳಮೀಸಲಾತಿ ಜಾರಿಗೆ ಒತ್ತಾಯಿಸಿ ಪ್ರತಿಭಟನೆ ನಡೆಸಲಾಗುವುದು ಎಂದು ಸಮಿತಿಯ ಜಿಲ್ಲಾಧ್ಯಕ್ಷ ಎಂ.ಪಿ. ವೆಂಕಟೇಶ್ ತಿಳಿಸಿದ್ದಾರೆ. 2023 ರ ವಿಧಾನಸಭಾ ಚುನಾವಣೆಯಲ್ಲಿ ಚಿತ್ರದುರ್ಗದಲ್ಲಿ ನಡೆದ ಕಾಂಗ್ರೆಸ್ ಪರಿಷತ್ ಸಮಾವೇಶದಲ್ಲಿ ಭರವಸೆ ನೀಡಲಾಗಿತ್ತು.: [770, 129, 938, 407]
classified-ad-phone[interactable]: 8123995080: [1149, 466, 1273, 489]
classified-ad: [1127, 353, 1295, 598]
classified-ad-head: ಅಡಿಕೆ ತೋಟ ಮಾರಾಟಕ್ಕಿದೆ: [1305, 355, 1469, 383]
subscribe-phone[interactable]: 9611146230: [1316, 2322, 1462, 2351]
meeting-headline-2: ಮಾರಾಟಗಾರರ: [635, 126, 738, 151]
site-sale-body: ಶಿವಮೊಗ್ಗ ನಗರದ ಶಾರದಾದೇವಿ ಅಂಧರ ವಿಕಾಸ ಕೇಂದ್ರದ ಸಮೀಪ (ಅನುಪಿನ ಕಟ್ಟೆ ಮುಖ್ಯ ರಸ್ತೆ) 80X60 ಅಡಿ ವಿಸ್ತೀರ್ಣದ ಸೈಟ್ ಮಾರಾಟಕ್ಕಿದೆ. ಆಸಕ್ತರು: [620, 797, 753, 890]
quota-col-c: ಜಿಲ್ಲೆಯ ಎಲ್ಲಾ ತಾಲೂಕುಗಳಲ್ಲಿ ಜಾಗೃತಿ ಸಭೆಗಳನ್ನು ನಡೆಸಲಾಗುವುದು. ಪತ್ರಿಕಾಗೋಷ್ಠಿಯಲ್ಲಿ ಪ್ರಮುಖರಾದ ಹೆಚ್. ಎಸ್. ಶ್ರೀನಿವಾಸ್, ಗುತ್ಯಪ್ಪ, ಲೋಕೇಶ್, ಮಂಜುನಾಥ್, ಪ್ರಜ್ವಲ್, ಎಂ.ಕೆ.ಮೂರ್ತಿ ಮತ್ತಿತರರು ಉಪಸ್ಥಿತರಿದ್ದರು.: [950, 2130, 1115, 2298]
officials-body: ಶುದ್ಧ ನೀರು ಸರಬರಾಜಿನ ಬಗ್ಗೆ ಅಧಿಕಾರಿಗಳ ಉದಾಸೀನತೆಯೇ ಈ ಘಟನೆಗೆ ಕಾರಣ. ಜನರು ಕುಡಿಯುವ ನೀರಿನ ಬಗ್ಗೆ ಹಲವು ಬಾರಿ ದೂರು ನೀಡಿದ್ದರೂ ಕ್ರಮ ಕೈಗೊಂಡಿಲ್ಲ. ಕಲುಷಿತ ನೀರು ಸೇವಿಸಿ ಅಸ್ವಸ್ಥರಾದವರಿಗೆ ಸೂಕ್ತ ಚಿಕಿತ್ಸೆ ನೀಡಬೇಕು ಹಾಗೂ ಮೃತರ ಕುಟುಂಬಕ್ಕೆ ಪರಿಹಾರ ನೀಡಬೇಕು. ತಪ್ಪಿತಸ್ಥ ಅಧಿಕಾರಿಗಳ ವಿರುದ್ಧ ಕಠಿಣ ಕ್ರಮ ಜರುಗಿಸಬೇಕು ಎಂದು ಆಗ್ರಹಿಸಿದರು. ಪತ್ರಿಕಾಗೋಷ್ಠಿಯಲ್ಲಿ ಜೆಡಿಎಸ್ ನಗರಾಧ್ಯಕ್ಷ ದೀಪಕ್ ಸಿಂಗ್, ಪ್ರಮುಖರಾದ ಸಿದ್ದಪ್ಪ, ಎಸ್.ವಿ.ರಾಜಮ್ಮ, ಗೋಪಿ ಮತ್ತಿತರರು ಇದ್ದರು.: [611, 1094, 762, 1436]
paper-name: ಎಚ್ಚರಿಕೆ: [740, 43, 819, 80]
classified-ad: [1127, 892, 1295, 1131]
classified-ad-phone[interactable]: 6364106869: [1325, 1267, 1449, 1290]
meghraj-col-b: ಅನಿತಾ ಕುಮಾರಿ ಅವರು ಹಗುರವಾಗಿ ಮಾತನಾಡುವುದನ್ನು ನಿಲ್ಲಿಸಬೇಕು. ಸಾರ್ವಜನಿಕ ಜೀವನದಲ್ಲಿ ಜವಾಬ್ದಾರಿಯಿಂದ ವರ್ತಿಸಬೇಕು. ಇಲ್ಲದಿದ್ದರೆ ಮುಂದಿನ ದಿನಗಳಲ್ಲಿ ತೀವ್ರ ಹೋರಾಟ ನಡೆಸಲಾಗುವುದು ಎಂದು ಎಚ್ಚರಿಸಿದರು. ಪತ್ರಿಕಾಗೋಷ್ಠಿಯಲ್ಲಿ ಮಹಿಳಾ ಮೋರ್ಚಾ ಜಿಲ್ಲಾಧ್ಯಕ್ಷೆ, ಉಪಾಧ್ಯಕ್ಷರು, ಕಾರ್ಯದರ್ಶಿಗಳು ಹಾಗೂ ಪ್ರಮುಖರು ಉಪಸ್ಥಿತರಿದ್ದರು. ಕಾಂಗ್ರೆಸ್ ನಾಯಕರು ತಮ್ಮ ಪಕ್ಷದ ಆಂತರಿಕ ವಿಚಾರಗಳನ್ನು ಗಮನಿಸಲಿ ಎಂದರು.: [947, 679, 1115, 956]
classified-ad: [1303, 1381, 1471, 1607]
classified-ad: [1303, 833, 1471, 1146]
lead-quote-box: [47, 360, 403, 577]
lead-col-b: ವೃತ್ತಕ್ಕೆ ಆಗಮಿಸಿದ್ದು, ಅದನ್ನು ಸ್ವಾಗತಿಸಿ ಅವರು ಮಾತನಾಡಿದರು. ಕನ್ನಡ ಒಂದು ಭಾಷೆಯಲ್ಲ, ಅದು ನಮ್ಮ ಬದುಕಾಗಿದೆ. ಕವಿಗಳು, ಸಾಹಿತಿಗಳ ನಾಡಾಗಿರುವ ಕನ್ನಡ ಭಾಷೆಗೆ ಎಂಟು ಜ್ಞಾನಪೀಠ ಪ್ರಶಸ್ತಿಗಳು ಲಭಿಸಿವೆ. ರಾಜ್ಯೋತ್ಸವ ಸಂದರ್ಭದಲ್ಲಿ ಈ ರಥಯಾತ್ರೆ ಜಿಲ್ಲೆಯ ಎಲ್ಲ ತಾಲೂಕುಗಳಲ್ಲಿ ಸಂಚರಿಸಲಿದೆ ಎಂದರು.: [233, 590, 412, 758]
column-rule: [1121, 94, 1122, 2366]
krishi-col-a: ಕೃಷಿ ಮೇಳ ಕುರಿತು ಮಾಹಿತಿ ನೀಡಿದ ವಿಶ್ವವಿದ್ಯಾಲಯದ ಕುಲಪತಿ ಡಾ. ಆರ್.ಸಿ. ಜಗದೀಶ್ ಅವರು, ಮೇಳದಲ್ಲಿ ರೈತರಿಗೆ ಉಪಯುಕ್ತವಾದ ನೂತನ ತಂತ್ರಜ್ಞಾನಗಳ ಪ್ರಾತ್ಯಕ್ಷಿಕೆ, ಕೃಷಿ ಯಂತ್ರೋಪಕರಣಗಳ ಪ್ರದರ್ಶನ, ತೋಟಗಾರಿಕೆ, ಪಶುಸಂಗೋಪನೆ, ಮೀನುಗಾರಿಕೆ ಕುರಿತ ಮಳಿಗೆಗಳು ಇರಲಿವೆ. ಅ.18 ರಂದು ಬೆಳಗ್ಗೆ 11 ಗಂಟೆಗೆ ಮೇಳವನ್ನು ಉದ್ಘಾಟಿಸಲಾಗುವುದು.: [611, 1756, 770, 1989]
fast-dateline: (1ನೇ ಪುಟದಿಂದ): [83, 2125, 161, 2140]
meeting-headline-1: ಅ.18ಕ್ಕೆ ಮದ್ಯ: [632, 95, 741, 120]
krishi-headline: ಕೃಷಿ ವಿವಿಯಲ್ಲಿ ಅ. 18 ರಿಂದ ಕೃಷಿ ಮೇಳ: [655, 1684, 1070, 1719]
fast-col-a: ಮಹಿಳಾ ವೈದ್ಯೆಯ ಹಾಗೂ ಸ್ನಾತಕೋತ್ತರ ವಿದ್ಯಾರ್ಥಿನಿಯ ಕೊಲೆ ಪ್ರಕರಣದ ಆರೋಪಿಗಳಿಗೆ ಕಠಿಣ ಶಿಕ್ಷೆ ವಿಧಿಸಬೇಕು ಎಂದು ಆಗ್ರಹಿಸಿ ಸುಬ್ಬಯ್ಯ ವೈದ್ಯಕೀಯ ಕಾಲೇಜಿನ ವೈದ್ಯರು ಒಂದು ದಿನದ ಉಪವಾಸ ಸತ್ಯಾಗ್ರಹ ನಡೆಸಿದರು.: [47, 2147, 226, 2272]
mla-col-a: ಆಯಾ ಸರ್ಕಾರಗಳು ಇದ್ದಾಗ ಹಲವು ಪ್ರಕರಣಗಳು ಕೇಸುಗಳನ್ನು ವಾಪಸ್ ತೆಗೆದುಕೊಂಡ ಉದಾಹರಣೆಗಳು ಸಾಕಷ್ಟಿವೆ. ಅಪ್ಪಚ್ಚು ರಂಜನ್ ಅವರು ಮುಖ್ಯಮಂತ್ರಿ ಸಿದ್ದರಾಮಯ್ಯ ಅವರ ಬಗ್ಗೆ ಹಗುರವಾಗಿ ಮಾತನಾಡಿದ್ದಾರೆ. ಶಾಸಕರಾದವರು ಸಭ್ಯತೆಯಿಂದ ಮಾತನಾಡಬೇಕು. ಕೆಲವು ಬಿಜೆಪಿ ನಾಯಕರು ಪ್ರಚೋದನಕಾರಿ ಹೇಳಿಕೆ ನೀಡುತ್ತಿದ್ದಾರೆ.: [1127, 1814, 1292, 2026]
lead-col-a: ಶಿವಮೊಗ್ಗ: ಕನ್ನಡ ಭಾಷೆ ಉಳಿದರೆ ಕನ್ನಡಿಗರು ಉಳಿಯಲು ಸಾಧ್ಯ. ಕನ್ನಡದ ಉಳಿವಿಗಾಗಿ ಹೋರಾಡಿದ ಹೋರಾಟಗಾರರನ್ನು ಸ್ಮರಿಸಬೇಕು ಎಂದು ಶಾಸಕ ಎಸ್.ಎನ್. ಚನ್ನಬಸಪ್ಪ ತಿಳಿಸಿದರು. ಜಿಲ್ಲಾಡಳಿತ, ಜಿ. ಪಂ., ಕನ್ನಡ ಮತ್ತು ಸಂಸ್ಕೃತಿ ಇಲಾಖೆ ವತಿಯಿಂದ ಕರ್ನಾಟಕ ಸಂಭ್ರಮ 50 ರ ಹೆಸರಾಯಿತು ಕರ್ನಾಟಕ ಉಸಿರಾಗಲಿ ಕನ್ನಡ ಎಂಬ ಅಭಿಯಾನದ ಕನ್ನಡಜ್ಯೋತಿ ರಥಯಾತ್ರೆಯನ್ನು ಸ್ವಾಗತಿಸಿ ಮಾತನಾಡಿದರು.: [47, 590, 226, 845]
brigade-col-c: ಕಾರ್ಯಕ್ರಮದ ಸಿದ್ಧತೆ ಕುರಿತು ಈಗಾಗಲೇ ಹಲವು ಸಭೆಗಳನ್ನು ನಡೆಸಲಾಗಿದೆ. ಹಿಂದುಳಿದ ವರ್ಗಗಳು, ದಲಿತರು ಹಾಗೂ ಎಲ್ಲ ಸಮುದಾಯಗಳ ಜನರು ಸಮಾವೇಶದಲ್ಲಿ ಪಾಲ್ಗೊಳ್ಳಬೇಕು. ಪತ್ರಿಕಾಗೋಷ್ಠಿಯಲ್ಲಿ ಇ.ವಿಶ್ವಾಸ್, ರಮೇಶ್ ಸರ್ಜಿ, ಕುಬೇರಪ್ಪ, ಸುರೇಶ್ ಬಾಳೆಗುಂಡಿ, ಮೋಹನ್ ಕುಮಾರ್, ಶ್ರೀಕಾಂತ್ ಮತ್ತಿತರರು ಇದ್ದರು.: [420, 1536, 600, 1726]
